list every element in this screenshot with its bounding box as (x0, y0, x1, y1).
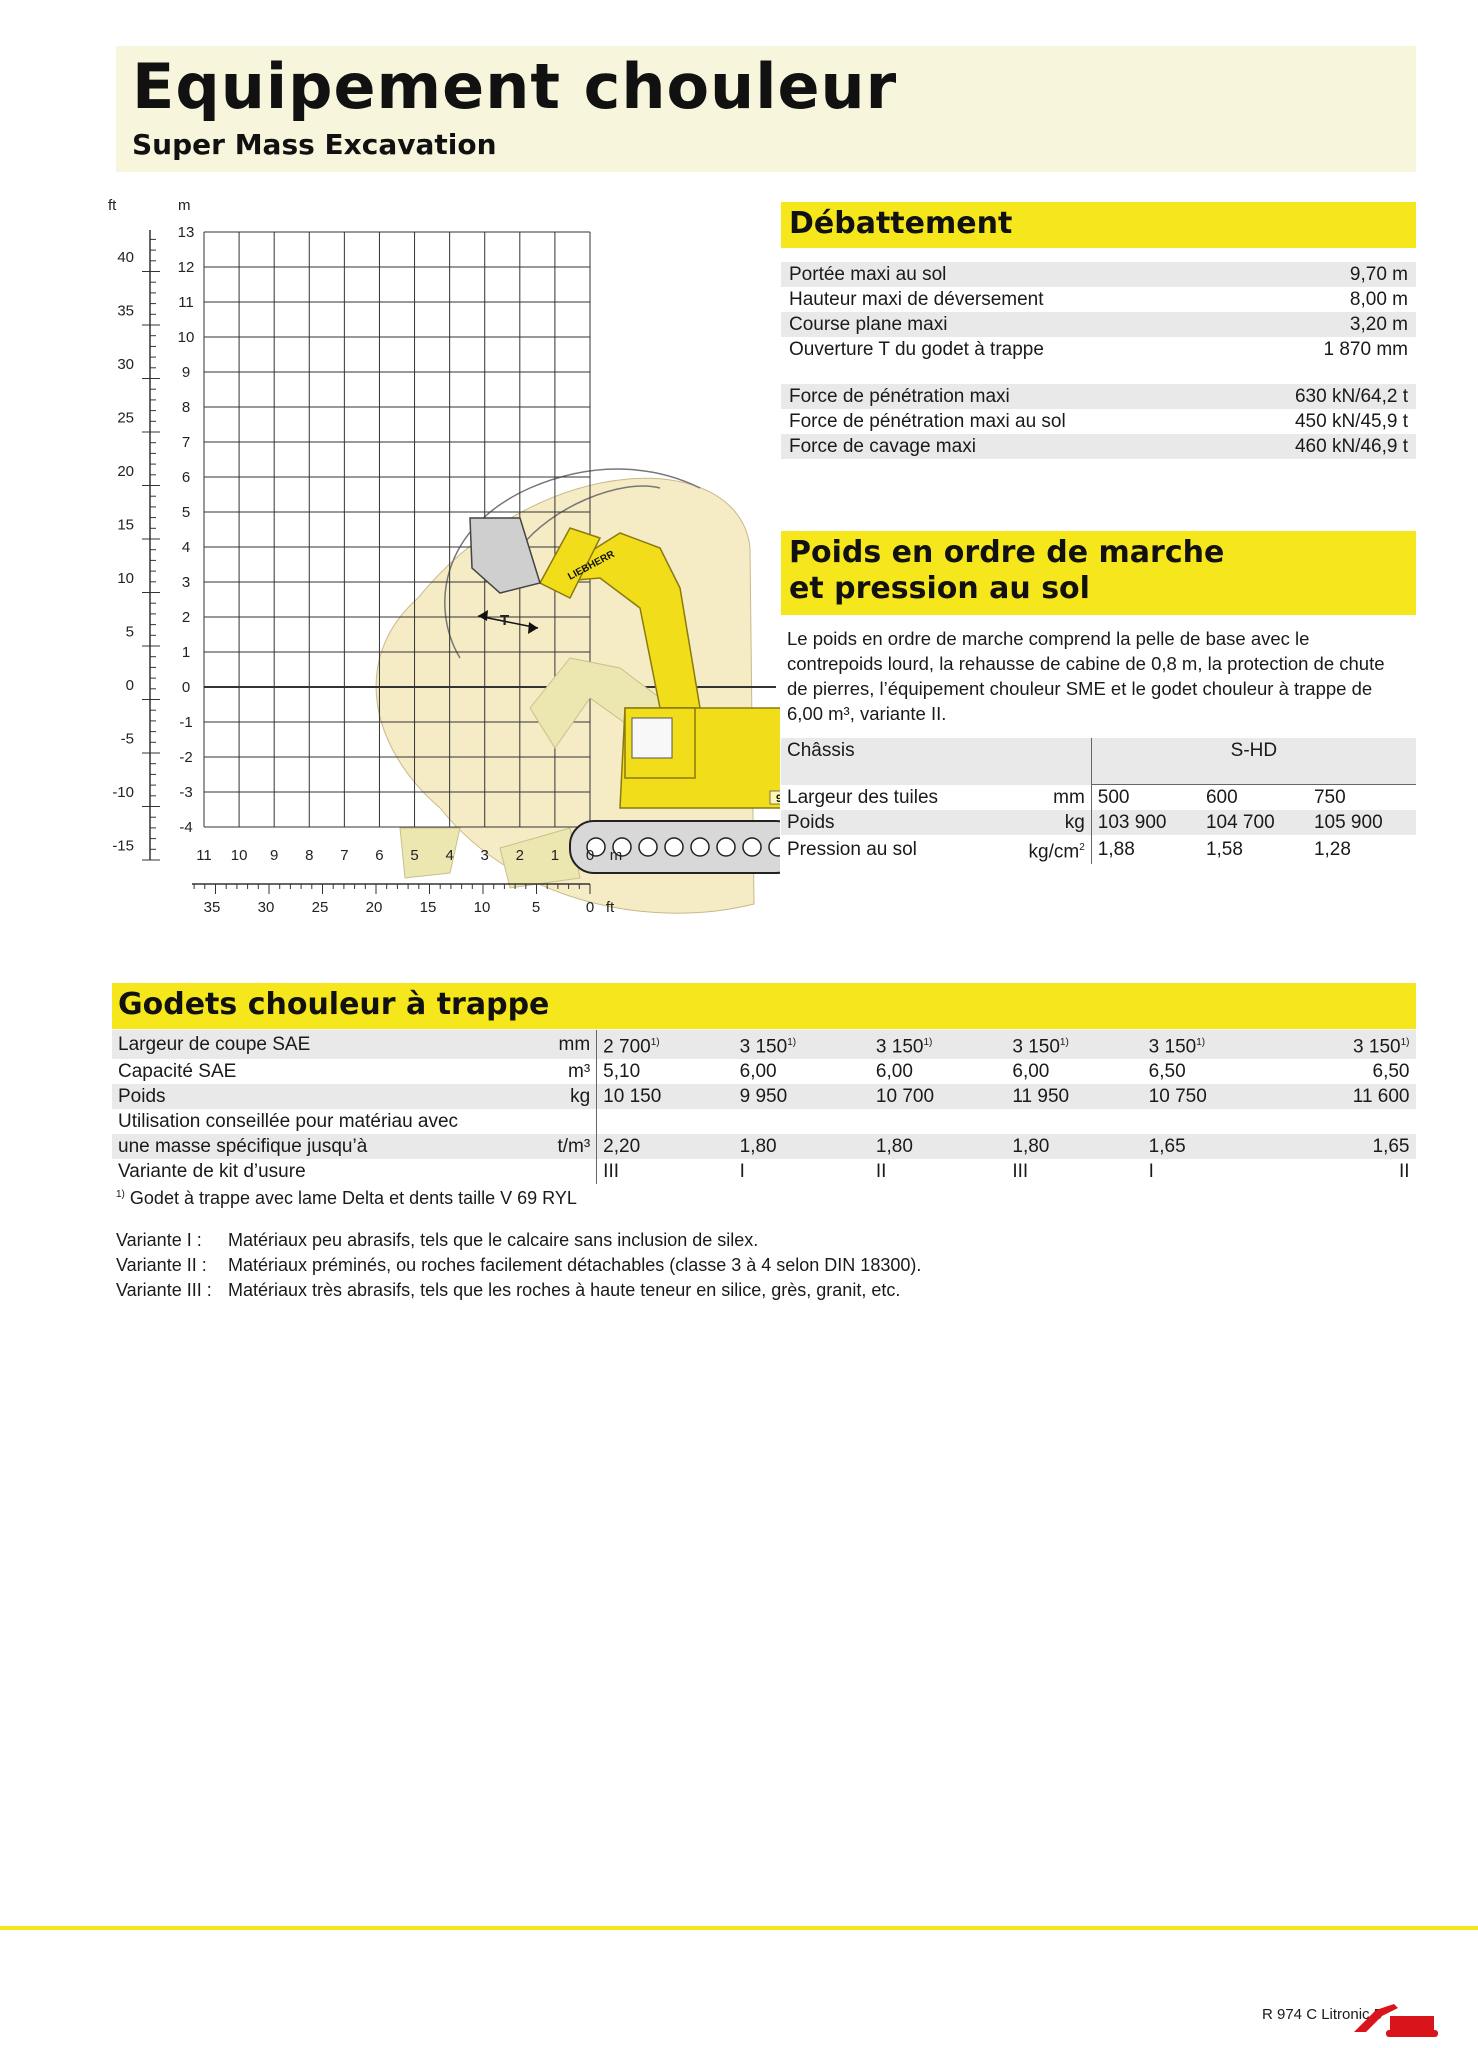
track-roller (743, 838, 761, 856)
table-row (112, 1059, 1416, 1084)
m-tick-label: 8 (181, 399, 191, 416)
row-label: Variante de kit d’usure (118, 1161, 306, 1183)
footnote-ref: 1) (1400, 1037, 1410, 1048)
bottom-m-tick-label: 4 (445, 847, 454, 864)
chassis-value: S-HD (1091, 738, 1416, 785)
cell-value: 6,50 (1372, 1061, 1410, 1083)
unit-text: kg/cm (1028, 841, 1080, 863)
table-row (781, 835, 1416, 864)
cell-value: 9 950 (739, 1086, 788, 1108)
ft-tick-label: 35 (117, 302, 134, 320)
cell-value: 3 150 (1148, 1036, 1197, 1058)
variant-key: Variante I : (116, 1230, 202, 1250)
table-cell (999, 835, 1091, 864)
poids-title-line2: et pression au sol (789, 571, 1090, 606)
godets-title: Godets chouleur à trappe (118, 987, 550, 1022)
table-cell (1006, 1059, 1142, 1084)
ft-tick-label: -15 (112, 837, 134, 855)
m-tick-label: 13 (177, 224, 195, 241)
bottom-m-tick-label: 2 (515, 847, 524, 864)
m-tick-label: -4 (179, 819, 193, 836)
kv-value: 9,70 m (1349, 264, 1408, 285)
table-cell: 500 (1097, 787, 1130, 808)
debattement-table (781, 262, 1416, 459)
variant-text: Matériaux peu abrasifs, tels que le calcaire sans inclusion de silex. (228, 1230, 759, 1250)
m-tick-label: 9 (181, 364, 191, 381)
kv-value: 460 kN/46,9 t (1294, 436, 1408, 457)
ft-tick-label: 5 (125, 623, 134, 641)
table-cell (597, 1134, 734, 1159)
footnote-ref: 1) (1059, 1037, 1069, 1048)
bottom-ft-tick-label: 15 (419, 899, 437, 916)
ft-tick-label: 30 (117, 356, 134, 373)
footnote-ref: 1) (787, 1037, 797, 1048)
kv-row (781, 434, 1416, 459)
table-cell (870, 1134, 1006, 1159)
m-tick-label: 5 (181, 504, 191, 521)
table-row (781, 785, 1416, 811)
m-tick-label: 1 (181, 644, 191, 661)
cell-value: 11 600 (1352, 1086, 1410, 1108)
poids-title (789, 535, 1224, 607)
row-label: Capacité SAE (118, 1061, 237, 1083)
variants-list (116, 1228, 921, 1303)
ft-tick-label: 15 (117, 516, 134, 534)
cell-value: 3 150 (875, 1036, 924, 1058)
row-unit (551, 1159, 596, 1184)
ft-tick-label: -5 (120, 730, 134, 748)
poids-table (781, 738, 1416, 864)
kv-label: Hauteur maxi de déversement (789, 289, 1044, 310)
table-row (781, 738, 1416, 785)
footnote-text: Godet à trappe avec lame Delta et dents taille V 69 RYL (129, 1188, 577, 1208)
poids-paragraph: Le poids en ordre de marche comprend la pelle de base avec le contrepoids lourd, la rehausse de cabine de 0,8 m, la protection de chute de pierres, l’équipement chouleur SME et le godet chouleur à trappe de 6,00 m³, variante II. (787, 628, 1385, 724)
kv-label: Force de pénétration maxi au sol (789, 411, 1066, 432)
cell-value: 10 150 (603, 1086, 662, 1108)
table-cell (870, 1159, 1006, 1184)
table-cell (1143, 1059, 1279, 1084)
kv-row (781, 312, 1416, 337)
table-cell (734, 1084, 870, 1109)
kv-value: 8,00 m (1349, 289, 1408, 310)
table-cell (870, 1030, 1006, 1059)
m-tick-label: 6 (181, 469, 191, 486)
bottom-m-tick-label: 6 (375, 847, 384, 864)
table-cell (597, 1109, 734, 1134)
row-unit (551, 1109, 596, 1134)
page-header (116, 46, 1416, 172)
cell-value: 2 700 (603, 1036, 651, 1058)
bottom-ft-tick-label: 25 (311, 899, 329, 916)
cell-value: 3 150 (1012, 1036, 1060, 1058)
bottom-m-tick-label: 1 (550, 847, 560, 864)
t-marker-label: T (500, 612, 510, 629)
table-cell (734, 1109, 870, 1134)
table-cell: 750 (1313, 787, 1346, 808)
godets-table (112, 1030, 1416, 1184)
cell-value: 1,80 (875, 1136, 913, 1158)
cell-value: 2,20 (603, 1136, 641, 1158)
cell-value: 1,80 (1012, 1136, 1050, 1158)
table-cell (870, 1084, 1006, 1109)
table-cell: 1,28 (1313, 839, 1351, 861)
cell-value: 1,80 (739, 1136, 777, 1158)
table-cell: kg (999, 810, 1091, 835)
cell-value: 6,00 (875, 1061, 913, 1083)
row-unit: t/m³ (551, 1134, 596, 1159)
table-cell (1279, 1059, 1415, 1084)
row-label: Utilisation conseillée pour matériau avec (118, 1111, 459, 1133)
track-roller (665, 838, 683, 856)
table-row (112, 1109, 1416, 1134)
row-label: une masse spécifique jusqu’à (112, 1134, 551, 1159)
table-cell (1143, 1084, 1279, 1109)
row-label: Poids (112, 1084, 551, 1109)
kv-row (781, 262, 1416, 287)
bottom-ft-tick-label: 35 (203, 899, 221, 916)
cell-value: 1,65 (1148, 1136, 1186, 1158)
cell-value: I (1148, 1161, 1154, 1183)
variant-key: Variante III : (116, 1280, 212, 1300)
bottom-ft-tick-label: 5 (531, 899, 541, 916)
bottom-ft-tick-label: 0 (585, 899, 595, 916)
table-cell: 600 (1205, 787, 1238, 808)
track-roller (691, 838, 709, 856)
table-cell (1006, 1134, 1142, 1159)
ft-tick-label: 10 (117, 570, 134, 587)
poids-header (781, 531, 1416, 615)
table-cell (597, 1159, 734, 1184)
cell-value: 10 700 (875, 1086, 935, 1108)
cell-value: 5,10 (603, 1061, 641, 1083)
kv-row (781, 337, 1416, 362)
table-row (112, 1134, 1416, 1159)
cell-value: II (875, 1161, 887, 1183)
m-tick-label: 7 (181, 434, 191, 451)
cell-value: I (739, 1161, 745, 1183)
table-cell (870, 1059, 1006, 1084)
table-cell (1006, 1030, 1142, 1059)
godets-footnote (116, 1188, 577, 1209)
table-cell: mm (999, 785, 1091, 811)
bottom-m-tick-label: 5 (410, 847, 419, 864)
bottom-m-tick-label: 3 (480, 847, 489, 864)
cell-value: 3 150 (1353, 1036, 1401, 1058)
table-cell: 1,58 (1205, 839, 1243, 861)
footnote-ref: 1) (1196, 1037, 1206, 1048)
bottom-m-tick-label: 9 (270, 847, 279, 864)
kv-label: Force de cavage maxi (789, 436, 976, 457)
kv-label: Course plane maxi (789, 314, 948, 335)
left-unit-m: m (178, 197, 191, 214)
ft-tick-label: 20 (117, 463, 134, 480)
cell-value: 11 950 (1012, 1086, 1070, 1108)
table-cell: Poids (781, 810, 999, 835)
bottom-ft-unit: ft (605, 899, 615, 916)
m-tick-label: 3 (181, 574, 191, 591)
debattement-title: Débattement (789, 206, 1013, 241)
track-roller (769, 838, 780, 856)
m-tick-label: -3 (179, 784, 193, 801)
variant-item (116, 1278, 921, 1303)
m-tick-label: 2 (181, 609, 191, 626)
model-label: 9 (776, 793, 780, 805)
kv-row (781, 384, 1416, 409)
footnote-ref: 1) (923, 1037, 933, 1048)
table-cell: Pression au sol (787, 839, 917, 861)
kv-row (781, 287, 1416, 312)
bottom-ft-tick-label: 30 (257, 899, 275, 916)
table-cell: Largeur des tuiles (787, 786, 939, 808)
table-cell: 1,88 (1097, 839, 1135, 861)
bottom-m-tick-label: 0 (585, 847, 595, 864)
table-cell (870, 1109, 1006, 1134)
m-tick-label: 0 (181, 679, 191, 696)
table-cell (597, 1030, 734, 1059)
cell-value: III (603, 1161, 620, 1183)
row-unit: kg (551, 1084, 596, 1109)
cell-value: 6,50 (1148, 1061, 1186, 1083)
poids-title-line1: Poids en ordre de marche (789, 535, 1225, 570)
table-cell: 104 700 (1200, 810, 1308, 835)
kv-value: 450 kN/45,9 t (1294, 411, 1408, 432)
reach-diagram-svg (100, 188, 780, 928)
table-cell (1279, 1030, 1415, 1059)
m-tick-label: 4 (181, 539, 191, 556)
table-cell (597, 1084, 734, 1109)
table-cell (1006, 1159, 1142, 1184)
table-cell (1279, 1159, 1415, 1184)
table-cell (734, 1159, 870, 1184)
m-tick-label: 12 (177, 259, 195, 276)
cell-value: 3 150 (739, 1036, 788, 1058)
excavator-logo-icon (1346, 1992, 1446, 2038)
bottom-m-tick-label: 8 (305, 847, 314, 864)
variant-text: Matériaux préminés, ou roches facilement détachables (classe 3 à 4 selon DIN 18300). (228, 1255, 922, 1275)
ft-tick-label: 40 (117, 249, 134, 266)
kv-label: Force de pénétration maxi (789, 386, 1010, 407)
table-row (781, 810, 1416, 835)
cell-value: II (1398, 1161, 1410, 1183)
variant-item (116, 1253, 921, 1278)
table-cell (1143, 1109, 1279, 1134)
table-cell: 105 900 (1308, 810, 1416, 835)
kv-value: 3,20 m (1349, 314, 1408, 335)
bottom-m-tick-label: 7 (340, 847, 349, 864)
m-tick-label: 10 (177, 329, 195, 346)
brand-label: LIEBHERR (566, 548, 617, 583)
page-title: Equipement chouleur (132, 50, 898, 123)
bottom-ft-tick-label: 20 (365, 899, 383, 916)
cell-value: 1,65 (1372, 1136, 1410, 1158)
table-cell (1279, 1084, 1415, 1109)
footer-rule (0, 1926, 1478, 1930)
debattement-header (781, 202, 1416, 248)
table-cell (1279, 1109, 1415, 1134)
footer-model: R 974 C Litronic (1262, 2006, 1370, 2023)
track-roller (717, 838, 735, 856)
bottom-m-unit: m (609, 847, 623, 864)
footnote-ref: 1) (650, 1037, 660, 1048)
kv-label: Ouverture T du godet à trappe (789, 339, 1044, 360)
table-row (112, 1159, 1416, 1184)
cell-value: 6,00 (739, 1061, 777, 1083)
left-unit-ft: ft (108, 197, 117, 214)
m-tick-label: -1 (179, 714, 193, 731)
cab-window (632, 718, 672, 758)
variant-text: Matériaux très abrasifs, tels que les roches à haute teneur en silice, grès, granit, etc. (228, 1280, 901, 1300)
m-tick-label: 11 (178, 294, 194, 311)
table-cell (1006, 1084, 1142, 1109)
table-cell (734, 1059, 870, 1084)
table-cell (597, 1059, 734, 1084)
table-row (112, 1084, 1416, 1109)
table-cell (1006, 1109, 1142, 1134)
variant-key: Variante II : (116, 1255, 207, 1275)
page-subtitle: Super Mass Excavation (132, 128, 497, 161)
reach-diagram (100, 188, 780, 928)
table-cell (1143, 1030, 1279, 1059)
table-cell: 103 900 (1091, 810, 1200, 835)
cell-value: 6,00 (1012, 1061, 1050, 1083)
ft-tick-label: -10 (112, 784, 134, 801)
footnote-mark: 1) (116, 1189, 125, 1200)
table-cell (1143, 1159, 1279, 1184)
bottom-ft-tick-label: 10 (473, 899, 491, 916)
row-unit: m³ (551, 1059, 596, 1084)
kv-label: Portée maxi au sol (789, 264, 947, 285)
row-unit: mm (551, 1030, 596, 1059)
table-cell (1279, 1134, 1415, 1159)
kv-row (781, 409, 1416, 434)
kv-value: 630 kN/64,2 t (1294, 386, 1408, 407)
table-cell (1143, 1134, 1279, 1159)
bottom-m-tick-label: 11 (196, 847, 212, 864)
track-roller (639, 838, 657, 856)
table-cell (734, 1030, 870, 1059)
table-cell (734, 1134, 870, 1159)
cell-value: III (1012, 1161, 1029, 1183)
row-label: Largeur de coupe SAE (112, 1030, 551, 1059)
variant-item (116, 1228, 921, 1253)
ft-tick-label: 25 (117, 409, 134, 427)
kv-value: 1 870 mm (1323, 339, 1408, 360)
bottom-m-tick-label: 10 (230, 847, 248, 864)
table-row (112, 1030, 1416, 1059)
godets-header (112, 983, 1416, 1029)
cell-value: 10 750 (1148, 1086, 1207, 1108)
ft-tick-label: 0 (125, 677, 134, 694)
chassis-label: Châssis (781, 738, 1091, 785)
m-tick-label: -2 (179, 749, 193, 766)
unit-sup: 2 (1079, 842, 1085, 853)
